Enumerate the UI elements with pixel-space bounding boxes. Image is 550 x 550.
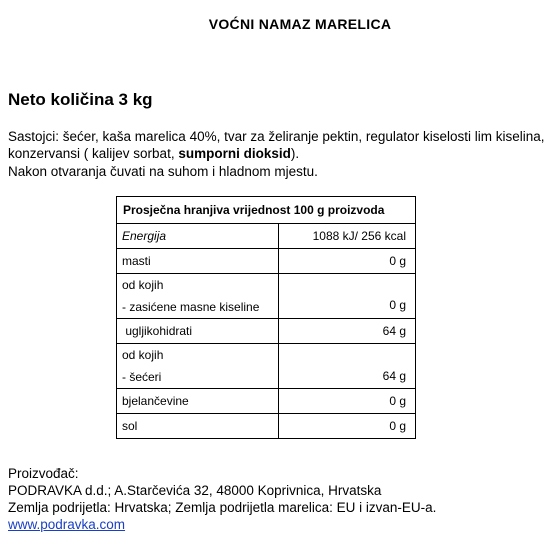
table-row (117, 249, 416, 274)
nutrient-value-sugars: 64 g (279, 344, 416, 389)
nutrient-label-energy: Energija (117, 224, 279, 249)
table-row (117, 389, 416, 414)
nutrient-value-salt: 0 g (279, 414, 416, 439)
table-row (117, 224, 416, 249)
table-row (117, 319, 416, 344)
table-row (117, 344, 416, 389)
sublabel-of-which: od kojih (122, 348, 164, 362)
nutrient-value-fat: 0 g (279, 249, 416, 274)
producer-heading: Proizvođač: (8, 466, 79, 481)
nutrient-label-fat: masti (117, 249, 279, 274)
producer-address: PODRAVKA d.d.; A.Starčevića 32, 48000 Koprivnica, Hrvatska (8, 483, 382, 498)
sublabel-sugars: - šećeri (122, 370, 162, 384)
table-row (117, 274, 416, 319)
nutrient-value-saturated: 0 g (279, 274, 416, 319)
sublabel-saturated: - zasićene masne kiseline (122, 300, 260, 314)
producer-info (8, 465, 436, 533)
ingredients-part1: Sastojci: šećer, kaša marelica 40%, tvar za želiranje pektin, regulator kiselosti lim kiselina, konzervansi ( kalijev sorbat, (8, 129, 545, 161)
ingredients-text (8, 128, 550, 162)
nutrition-table (116, 196, 416, 439)
sublabel-of-which: od kojih (122, 278, 164, 292)
nutrient-label-sugars (117, 344, 279, 389)
nutrient-label-saturated (117, 274, 279, 319)
nutrition-header-row (117, 197, 416, 224)
net-quantity: Neto količina 3 kg (8, 90, 153, 109)
product-title: VOĆNI NAMAZ MARELICA (208, 16, 392, 32)
table-row (117, 414, 416, 439)
nutrient-value-energy: 1088 kJ/ 256 kcal (279, 224, 416, 249)
ingredients-part2: ). (290, 146, 300, 161)
nutrient-label-protein: bjelančevine (117, 389, 279, 414)
storage-instructions: Nakon otvaranja čuvati na suhom i hladnom mjestu. (8, 164, 318, 179)
ingredients-bold-allergen: sumporni dioksid (178, 146, 291, 161)
nutrient-label-salt: sol (117, 414, 279, 439)
website-link[interactable]: www.podravka.com (8, 517, 126, 532)
country-of-origin: Zemlja podrijetla: Hrvatska; Zemlja podrijetla marelica: EU i izvan-EU-a. (8, 500, 437, 515)
nutrient-value-protein: 0 g (279, 389, 416, 414)
nutrition-header: Prosječna hranjiva vrijednost 100 g proizvoda (117, 197, 416, 224)
nutrient-label-carbs: ugljikohidrati (117, 319, 279, 344)
nutrient-value-carbs: 64 g (279, 319, 416, 344)
